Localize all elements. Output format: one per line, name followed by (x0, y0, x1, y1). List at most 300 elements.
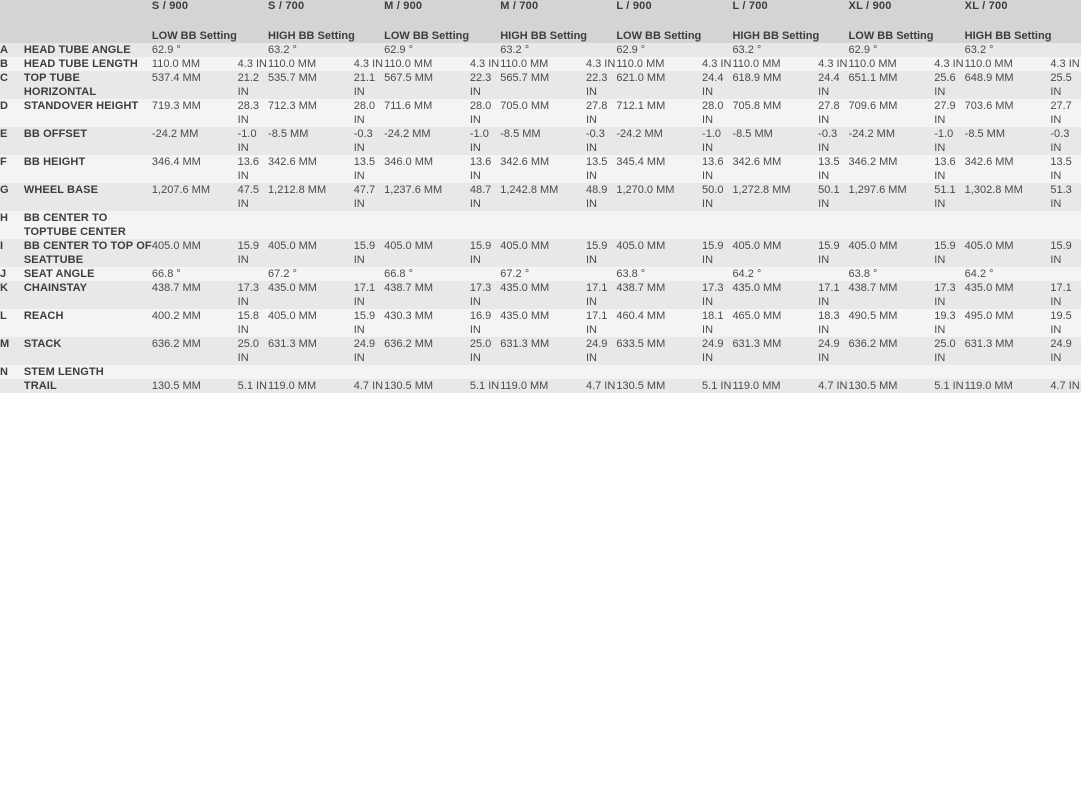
column-header-size: XL / 700 (965, 0, 1081, 29)
cell-value-metric: 460.4 MM (616, 309, 702, 337)
cell-value-metric: -8.5 MM (732, 127, 818, 155)
cell-value-metric: 62.9 ° (152, 43, 238, 57)
cell-value-metric (152, 211, 238, 239)
cell-value-metric: -8.5 MM (268, 127, 354, 155)
geometry-table (0, 0, 1081, 393)
cell-value-imperial: 15.8 IN (238, 309, 268, 337)
cell-value-metric: 345.4 MM (616, 155, 702, 183)
cell-value-metric: 435.0 MM (268, 281, 354, 309)
cell-value-imperial: 17.3 IN (238, 281, 268, 309)
cell-value-imperial (1050, 267, 1081, 281)
cell-value-metric: 130.5 MM (384, 379, 470, 393)
table-row (0, 281, 1081, 309)
table-row (0, 365, 1081, 379)
header-row-bb-setting (0, 29, 1081, 43)
cell-value-imperial: 24.9 IN (702, 337, 732, 365)
row-label: STEM LENGTH (24, 365, 152, 379)
row-label: TOP TUBE HORIZONTAL (24, 71, 152, 99)
cell-value-imperial: 25.0 IN (934, 337, 964, 365)
cell-value-metric: 633.5 MM (616, 337, 702, 365)
cell-value-metric: 119.0 MM (500, 379, 586, 393)
cell-value-imperial: 25.5 IN (1050, 71, 1081, 99)
row-label: STANDOVER HEIGHT (24, 99, 152, 127)
column-header-size: M / 900 (384, 0, 500, 29)
cell-value-metric: 119.0 MM (268, 379, 354, 393)
cell-value-metric: 712.1 MM (616, 99, 702, 127)
cell-value-metric (268, 211, 354, 239)
cell-value-imperial (934, 267, 964, 281)
cell-value-imperial: 48.9 IN (586, 183, 616, 211)
cell-value-imperial: 5.1 IN (237, 380, 267, 392)
cell-value-metric: 438.7 MM (616, 281, 702, 309)
cell-value-imperial: 24.9 IN (586, 337, 616, 365)
row-label: WHEEL BASE (24, 183, 152, 211)
cell-value-imperial: -1.0 IN (934, 127, 964, 155)
cell-value-metric: 636.2 MM (384, 337, 470, 365)
cell-value-metric: 64.2 ° (965, 267, 1051, 281)
cell-value-metric: 405.0 MM (268, 309, 354, 337)
cell-value-metric: 465.0 MM (732, 309, 818, 337)
cell-value-imperial (470, 43, 500, 57)
cell-value-metric: 435.0 MM (732, 281, 818, 309)
cell-value-imperial: -1.0 IN (238, 127, 268, 155)
cell-value-metric: 1,242.8 MM (500, 183, 586, 211)
row-letter: G (0, 183, 24, 211)
cell-value-metric: 1,237.6 MM (384, 183, 470, 211)
row-letter: M (0, 337, 24, 365)
cell-value-imperial (354, 43, 384, 57)
cell-value-imperial (702, 267, 732, 281)
column-header-bb-setting: HIGH BB Setting (268, 29, 384, 43)
table-row (0, 267, 1081, 281)
cell-value-metric: 618.9 MM (732, 71, 818, 99)
column-header-bb-setting: LOW BB Setting (616, 29, 732, 43)
cell-value-imperial: 13.5 IN (818, 155, 848, 183)
cell-value-metric: -8.5 MM (965, 127, 1051, 155)
cell-value-metric: 621.0 MM (616, 71, 702, 99)
column-header-size: M / 700 (500, 0, 616, 29)
cell-value-imperial: 25.0 IN (238, 337, 268, 365)
cell-value-imperial: 24.4 IN (702, 71, 732, 99)
column-header-size: L / 900 (616, 0, 732, 29)
cell-value-metric: -24.2 MM (152, 127, 238, 155)
cell-value-imperial: 13.6 IN (934, 155, 964, 183)
cell-value-imperial: 4.3 IN (1050, 58, 1080, 70)
cell-value-metric: 405.0 MM (965, 239, 1051, 267)
cell-value-imperial: -0.3 IN (818, 127, 848, 155)
cell-value-metric: 63.2 ° (732, 43, 818, 57)
cell-value-imperial: 4.3 IN (934, 58, 964, 70)
cell-value-imperial: 17.1 IN (818, 281, 848, 309)
cell-value-metric: 1,297.6 MM (849, 183, 935, 211)
cell-value-imperial: 4.3 IN (353, 58, 384, 70)
cell-value-metric: 709.6 MM (849, 99, 935, 127)
column-header-bb-setting: HIGH BB Setting (965, 29, 1081, 43)
cell-value-metric (616, 365, 702, 379)
cell-value-imperial: 21.2 IN (238, 71, 268, 99)
cell-value-imperial: 17.1 IN (1050, 281, 1081, 309)
cell-value-imperial: -0.3 IN (586, 127, 616, 155)
cell-value-imperial (702, 43, 732, 57)
cell-value-metric: 631.3 MM (500, 337, 586, 365)
cell-value-imperial: 17.3 IN (934, 281, 964, 309)
cell-value-imperial: 15.9 IN (354, 239, 384, 267)
cell-value-imperial: 13.5 IN (586, 155, 616, 183)
cell-value-metric: 63.2 ° (500, 43, 586, 57)
cell-value-metric: -8.5 MM (500, 127, 586, 155)
table-row (0, 379, 1081, 393)
cell-value-imperial: 27.9 IN (934, 99, 964, 127)
cell-value-imperial (934, 43, 964, 57)
cell-value-imperial: 28.0 IN (470, 99, 500, 127)
cell-value-metric (384, 211, 470, 239)
cell-value-imperial: 17.1 IN (354, 281, 384, 309)
cell-value-imperial (586, 43, 616, 57)
cell-value-metric: 64.2 ° (732, 267, 818, 281)
cell-value-imperial: 15.9 IN (818, 239, 848, 267)
cell-value-imperial: 16.9 IN (470, 309, 500, 337)
column-header-size: S / 700 (268, 0, 384, 29)
cell-value-metric: 1,207.6 MM (152, 183, 238, 211)
row-label: STACK (24, 337, 152, 365)
header-row-sizes (0, 0, 1081, 29)
table-row (0, 337, 1081, 365)
column-header-bb-setting: HIGH BB Setting (500, 29, 616, 43)
cell-value-imperial: 13.5 IN (1050, 155, 1081, 183)
cell-value-metric: 63.8 ° (849, 267, 935, 281)
cell-value-metric: 567.5 MM (384, 71, 470, 99)
cell-value-metric: 405.0 MM (268, 239, 354, 267)
cell-value-imperial: 15.9 IN (586, 239, 616, 267)
cell-value-metric (500, 365, 586, 379)
cell-value-metric: 346.0 MM (384, 155, 470, 183)
cell-value-imperial: 48.7 IN (470, 183, 500, 211)
cell-value-imperial: -0.3 IN (1050, 127, 1081, 155)
row-letter: B (0, 57, 24, 71)
cell-value-imperial: 17.1 IN (586, 309, 616, 337)
cell-value-metric: 705.8 MM (732, 99, 818, 127)
table-row (0, 57, 1081, 71)
cell-value-imperial (586, 211, 616, 239)
cell-value-imperial: 4.3 IN (469, 58, 500, 70)
table-row (0, 43, 1081, 57)
cell-value-imperial: 13.6 IN (238, 155, 268, 183)
cell-value-metric: 537.4 MM (152, 71, 238, 99)
cell-value-imperial (1050, 365, 1081, 379)
row-label: SEAT ANGLE (24, 267, 152, 281)
cell-value-imperial: 15.9 IN (1050, 239, 1081, 267)
cell-value-imperial: -1.0 IN (470, 127, 500, 155)
cell-value-metric: 400.2 MM (152, 309, 238, 337)
cell-value-imperial (470, 211, 500, 239)
cell-value-metric: 62.9 ° (616, 43, 702, 57)
cell-value-imperial: 25.6 IN (934, 71, 964, 99)
cell-value-metric (965, 211, 1051, 239)
cell-value-imperial: 51.3 IN (1050, 183, 1081, 211)
cell-value-metric: 342.6 MM (500, 155, 586, 183)
cell-value-metric: 405.0 MM (732, 239, 818, 267)
cell-value-metric: 110.0 MM (849, 57, 935, 71)
column-header-bb-setting: HIGH BB Setting (732, 29, 848, 43)
row-letter: F (0, 155, 24, 183)
cell-value-imperial: 21.1 IN (354, 71, 384, 99)
cell-value-imperial: 4.3 IN (818, 58, 848, 70)
cell-value-imperial: 4.7 IN (353, 380, 384, 392)
cell-value-metric: 631.3 MM (965, 337, 1051, 365)
cell-value-imperial: 28.0 IN (702, 99, 732, 127)
row-letter: A (0, 43, 24, 57)
cell-value-metric: 1,302.8 MM (965, 183, 1051, 211)
cell-value-metric: 703.6 MM (965, 99, 1051, 127)
cell-value-imperial: 28.0 IN (354, 99, 384, 127)
cell-value-imperial (818, 43, 848, 57)
cell-value-imperial (934, 365, 964, 379)
table-row (0, 211, 1081, 239)
cell-value-metric: 711.6 MM (384, 99, 470, 127)
cell-value-metric (849, 365, 935, 379)
cell-value-imperial: 19.5 IN (1050, 309, 1081, 337)
cell-value-imperial: 15.9 IN (354, 309, 384, 337)
cell-value-imperial: 4.3 IN (237, 58, 267, 70)
cell-value-metric: -24.2 MM (384, 127, 470, 155)
cell-value-metric: 636.2 MM (849, 337, 935, 365)
cell-value-metric: 130.5 MM (849, 379, 935, 393)
cell-value-imperial: 5.1 IN (934, 380, 964, 392)
cell-value-imperial: 15.9 IN (470, 239, 500, 267)
cell-value-imperial: 5.1 IN (469, 380, 500, 392)
row-letter: D (0, 99, 24, 127)
cell-value-imperial (818, 211, 848, 239)
cell-value-metric: 712.3 MM (268, 99, 354, 127)
cell-value-imperial (586, 365, 616, 379)
cell-value-imperial (354, 267, 384, 281)
cell-value-metric: 636.2 MM (152, 337, 238, 365)
cell-value-metric: 565.7 MM (500, 71, 586, 99)
header-corner-cell-2 (0, 29, 152, 43)
cell-value-metric (732, 211, 818, 239)
cell-value-imperial: 22.3 IN (586, 71, 616, 99)
cell-value-imperial (238, 365, 268, 379)
cell-value-metric (500, 211, 586, 239)
cell-value-imperial: 15.9 IN (238, 239, 268, 267)
cell-value-imperial: 4.3 IN (702, 58, 732, 70)
cell-value-metric: 342.6 MM (268, 155, 354, 183)
row-label: BB CENTER TO TOPTUBE CENTER (24, 211, 152, 239)
cell-value-metric: 110.0 MM (616, 57, 702, 71)
column-header-bb-setting: LOW BB Setting (152, 29, 268, 43)
row-letter: H (0, 211, 24, 239)
cell-value-metric: 438.7 MM (152, 281, 238, 309)
row-label: BB HEIGHT (24, 155, 152, 183)
cell-value-imperial: 4.7 IN (585, 380, 616, 392)
cell-value-imperial: 15.9 IN (702, 239, 732, 267)
cell-value-metric: 1,270.0 MM (616, 183, 702, 211)
cell-value-imperial: 17.3 IN (470, 281, 500, 309)
cell-value-imperial: 24.9 IN (818, 337, 848, 365)
row-label: HEAD TUBE LENGTH (24, 57, 152, 71)
cell-value-imperial (238, 267, 268, 281)
cell-value-imperial (238, 43, 268, 57)
cell-value-imperial (702, 365, 732, 379)
cell-value-imperial: 13.6 IN (702, 155, 732, 183)
row-letter: E (0, 127, 24, 155)
cell-value-imperial: -0.3 IN (354, 127, 384, 155)
cell-value-imperial: 13.5 IN (354, 155, 384, 183)
column-header-bb-setting: LOW BB Setting (384, 29, 500, 43)
cell-value-metric: 110.0 MM (268, 57, 354, 71)
cell-value-imperial (934, 211, 964, 239)
cell-value-imperial: 4.7 IN (818, 380, 848, 392)
cell-value-imperial: 4.3 IN (585, 58, 616, 70)
cell-value-imperial: 28.3 IN (238, 99, 268, 127)
cell-value-imperial: 22.3 IN (470, 71, 500, 99)
row-label: REACH (24, 309, 152, 337)
cell-value-metric: 430.3 MM (384, 309, 470, 337)
cell-value-metric: 405.0 MM (152, 239, 238, 267)
cell-value-metric: 405.0 MM (500, 239, 586, 267)
table-row (0, 127, 1081, 155)
cell-value-imperial: 15.9 IN (934, 239, 964, 267)
cell-value-metric: 405.0 MM (384, 239, 470, 267)
cell-value-imperial: 24.4 IN (818, 71, 848, 99)
cell-value-metric: -24.2 MM (616, 127, 702, 155)
row-label: BB OFFSET (24, 127, 152, 155)
cell-value-metric: 119.0 MM (732, 379, 818, 393)
cell-value-imperial: 18.3 IN (818, 309, 848, 337)
table-row (0, 71, 1081, 99)
row-label: HEAD TUBE ANGLE (24, 43, 152, 57)
cell-value-imperial: 17.1 IN (586, 281, 616, 309)
table-row (0, 155, 1081, 183)
cell-value-metric: 495.0 MM (965, 309, 1051, 337)
cell-value-metric: 110.0 MM (500, 57, 586, 71)
cell-value-metric: 631.3 MM (268, 337, 354, 365)
cell-value-imperial (818, 365, 848, 379)
cell-value-metric (616, 211, 702, 239)
cell-value-metric: 110.0 MM (384, 57, 470, 71)
row-letter (0, 379, 24, 393)
cell-value-metric: 342.6 MM (732, 155, 818, 183)
row-letter: I (0, 239, 24, 267)
cell-value-metric: 62.9 ° (384, 43, 470, 57)
cell-value-imperial: 47.5 IN (238, 183, 268, 211)
cell-value-imperial: 47.7 IN (354, 183, 384, 211)
cell-value-metric: 63.2 ° (965, 43, 1051, 57)
cell-value-metric: 651.1 MM (849, 71, 935, 99)
cell-value-imperial: 24.9 IN (1050, 337, 1081, 365)
row-label: BB CENTER TO TOP OF SEATTUBE (23, 240, 152, 266)
cell-value-imperial: 51.1 IN (934, 183, 964, 211)
cell-value-imperial: 13.6 IN (470, 155, 500, 183)
cell-value-metric: 119.0 MM (965, 379, 1051, 393)
cell-value-imperial (818, 267, 848, 281)
cell-value-metric (268, 365, 354, 379)
cell-value-metric: 648.9 MM (965, 71, 1051, 99)
cell-value-metric: 438.7 MM (849, 281, 935, 309)
cell-value-metric (732, 365, 818, 379)
cell-value-imperial: 4.7 IN (1050, 380, 1080, 392)
cell-value-imperial (354, 211, 384, 239)
cell-value-imperial: 27.8 IN (818, 99, 848, 127)
cell-value-metric: 435.0 MM (500, 281, 586, 309)
cell-value-metric: 438.7 MM (384, 281, 470, 309)
cell-value-metric: 66.8 ° (384, 267, 470, 281)
cell-value-metric: 110.0 MM (732, 57, 818, 71)
cell-value-metric: 346.2 MM (849, 155, 935, 183)
cell-value-imperial: 27.7 IN (1050, 99, 1081, 127)
cell-value-metric: 1,272.8 MM (732, 183, 818, 211)
cell-value-imperial (470, 365, 500, 379)
row-letter: L (0, 309, 24, 337)
cell-value-imperial: 5.1 IN (702, 380, 732, 392)
cell-value-metric: 705.0 MM (500, 99, 586, 127)
cell-value-metric: 535.7 MM (268, 71, 354, 99)
row-letter: K (0, 281, 24, 309)
cell-value-metric: 405.0 MM (616, 239, 702, 267)
cell-value-metric: 405.0 MM (849, 239, 935, 267)
cell-value-metric: 67.2 ° (500, 267, 586, 281)
table-row (0, 239, 1081, 267)
row-letter: C (0, 71, 24, 99)
cell-value-metric: 130.5 MM (616, 379, 702, 393)
cell-value-imperial: 24.9 IN (354, 337, 384, 365)
cell-value-metric: 63.2 ° (268, 43, 354, 57)
cell-value-metric (384, 365, 470, 379)
cell-value-metric: -24.2 MM (849, 127, 935, 155)
cell-value-imperial (354, 365, 384, 379)
cell-value-metric (965, 365, 1051, 379)
cell-value-metric: 631.3 MM (732, 337, 818, 365)
cell-value-imperial (586, 267, 616, 281)
column-header-size: XL / 900 (849, 0, 965, 29)
cell-value-imperial: 50.0 IN (702, 183, 732, 211)
cell-value-metric: 110.0 MM (152, 57, 238, 71)
table-row (0, 309, 1081, 337)
table-row (0, 183, 1081, 211)
column-header-size: S / 900 (152, 0, 268, 29)
cell-value-imperial (1050, 43, 1081, 57)
cell-value-metric: 346.4 MM (152, 155, 238, 183)
cell-value-metric: 110.0 MM (965, 57, 1051, 71)
row-label: TRAIL (24, 379, 152, 393)
cell-value-metric: 67.2 ° (268, 267, 354, 281)
cell-value-imperial: 18.1 IN (702, 309, 732, 337)
row-label: CHAINSTAY (24, 281, 152, 309)
cell-value-imperial: 27.8 IN (586, 99, 616, 127)
cell-value-metric: 130.5 MM (152, 379, 238, 393)
cell-value-metric: 435.0 MM (965, 281, 1051, 309)
cell-value-imperial: -1.0 IN (702, 127, 732, 155)
row-letter: N (0, 365, 24, 379)
cell-value-metric: 435.0 MM (500, 309, 586, 337)
row-letter: J (0, 267, 24, 281)
cell-value-imperial (238, 211, 268, 239)
header-corner-cell (0, 0, 152, 29)
cell-value-imperial: 50.1 IN (818, 183, 848, 211)
cell-value-imperial (1050, 211, 1081, 239)
cell-value-metric: 342.6 MM (965, 155, 1051, 183)
cell-value-metric: 66.8 ° (152, 267, 238, 281)
cell-value-imperial: 17.3 IN (702, 281, 732, 309)
cell-value-metric: 719.3 MM (152, 99, 238, 127)
cell-value-metric: 490.5 MM (849, 309, 935, 337)
cell-value-imperial (702, 211, 732, 239)
column-header-size: L / 700 (732, 0, 848, 29)
cell-value-metric (849, 211, 935, 239)
cell-value-imperial (470, 267, 500, 281)
cell-value-metric (152, 365, 238, 379)
cell-value-metric: 1,212.8 MM (268, 183, 354, 211)
